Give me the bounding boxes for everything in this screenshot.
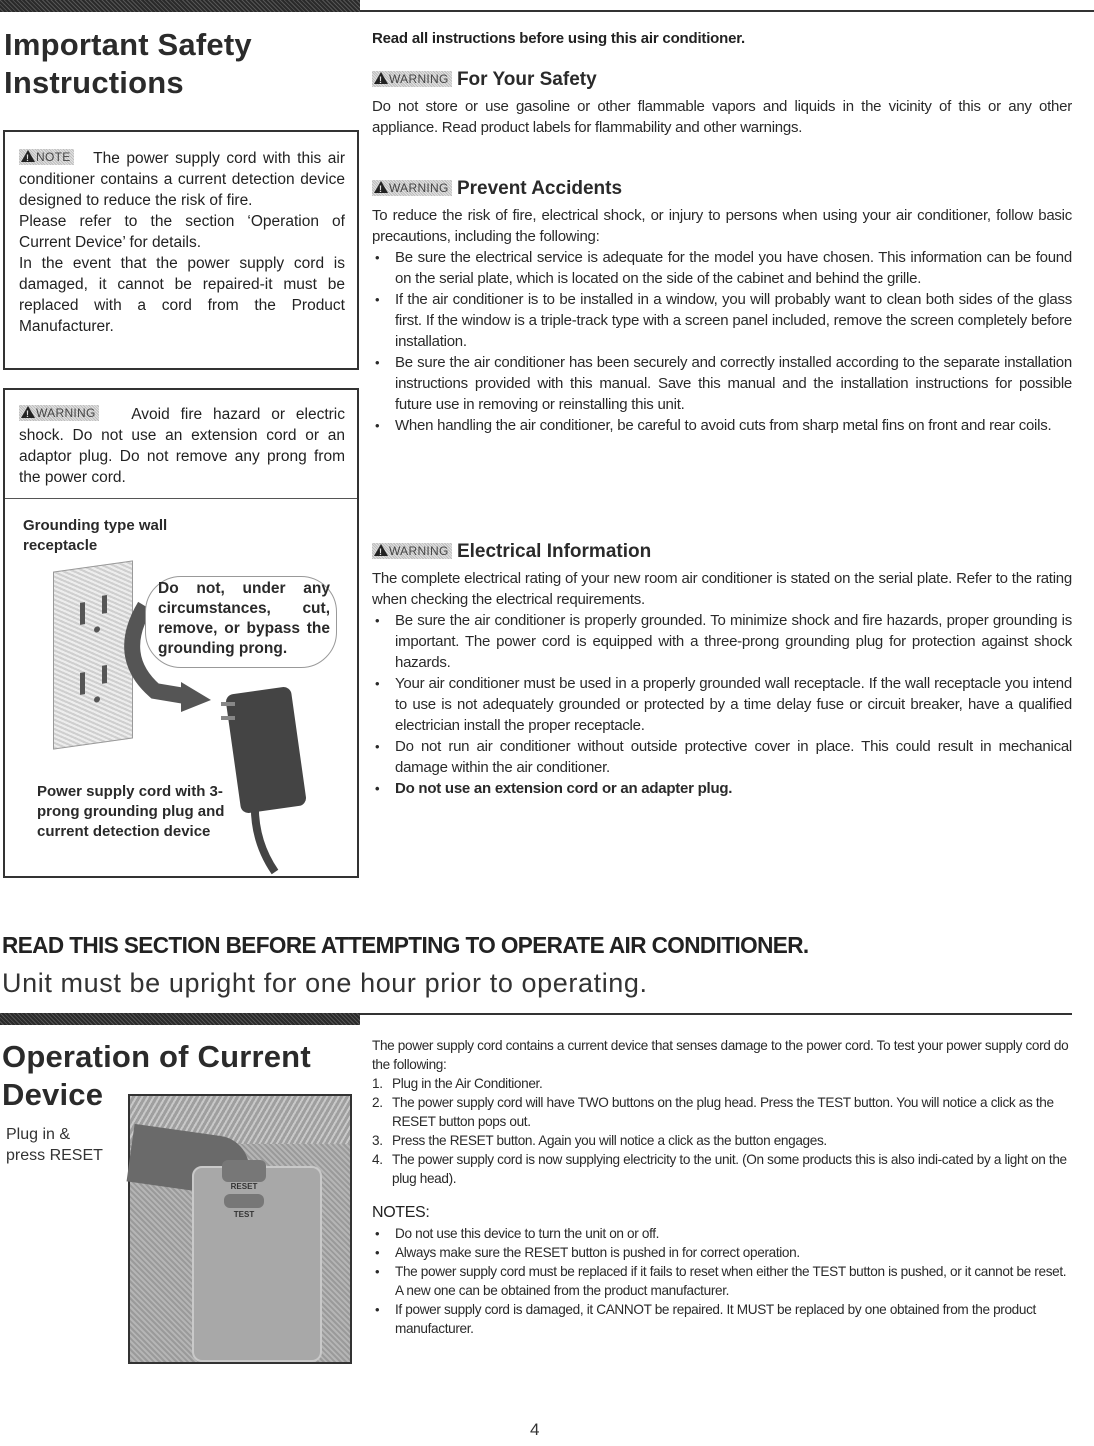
page-number: 4	[530, 1420, 540, 1439]
section-heading: !WARNING Electrical Information	[372, 540, 1072, 564]
warning-badge: !WARNING	[19, 405, 99, 421]
step-item: 1. Plug in the Air Conditioner.	[372, 1076, 543, 1091]
section-rule-thin	[360, 10, 1094, 12]
warning-box	[3, 388, 359, 878]
reset-button-illustration	[222, 1160, 266, 1182]
notes-heading: NOTES:	[372, 1204, 430, 1221]
banner-heading: READ THIS SECTION BEFORE ATTEMPTING TO OPERATE AIR CONDITIONER.	[2, 932, 809, 958]
section-intro: Do not store or use gasoline or other flammable vapors and liquids in the vicinity of this or any other appliance. Read product labels for flammability and other warnings.	[372, 98, 1072, 136]
note-item: • If power supply cord is damaged, it CANNOT be repaired. It MUST be replaced by one obtained from the product manufacturer.	[372, 1300, 1072, 1338]
note-intro: !NOTE The power supply cord with this air conditioner contains a current detection device designed to reduce the risk of fire.	[19, 148, 345, 211]
list-item: • Be sure the electrical service is adequate for the model you have chosen. This information can be found on the serial plate, which is located on the side of the cabinet and behind the grille.	[372, 247, 1072, 289]
callout-bubble	[145, 576, 337, 668]
warning-triangle-icon	[374, 72, 388, 84]
list-item: • If the air conditioner is to be installed in a window, you will probably want to clean both sides of the glass first. If the window is a triple-track type with a screen panel included, remove the screen completely before installation.	[372, 289, 1072, 352]
note-refer: Please refer to the section ‘Operation of Current Device’ for details.	[19, 213, 345, 251]
photo-caption-line1: Plug in &	[6, 1126, 71, 1143]
callout-text: Do not, under any circumstances, cut, remove, or bypass the grounding prong.	[158, 580, 330, 657]
plug-prong	[221, 716, 235, 720]
warning-badge: !WARNING	[372, 180, 452, 196]
step-item: 2. The power supply cord will have TWO buttons on the plug head. Press the TEST button. You will notice a click as the RESET button pops out.	[372, 1095, 1054, 1129]
note-item: • The power supply cord must be replaced if it fails to reset when either the TEST button is pushed, or it cannot be reset. A new one can be obtained from the product manufacturer.	[372, 1262, 1072, 1300]
test-label: TEST	[233, 1210, 255, 1219]
operation-intro: The power supply cord contains a current device that senses damage to the power cord. To test your power supply cord do the following:	[372, 1038, 1069, 1072]
note-item: • Always make sure the RESET button is pushed in for correct operation.	[372, 1243, 1072, 1262]
note-badge: !NOTE	[19, 149, 74, 165]
warning-badge: !WARNING	[372, 543, 452, 559]
note-event: In the event that the power supply cord is damaged, it cannot be repaired-it must be replaced with a cord from the Product Manufacturer.	[19, 255, 345, 335]
cord-illustration	[245, 800, 285, 880]
page-title	[4, 26, 252, 102]
photo-caption-line2: press RESET	[6, 1147, 103, 1164]
section-rule-thin	[360, 1013, 1072, 1015]
warning-box-text: !WARNING Avoid fire hazard or electric shock. Do not use an extension cord or an adaptor plug. Do not remove any prong from the power cord.	[19, 404, 345, 488]
note-item: • Do not use this device to turn the unit on or off.	[372, 1224, 1072, 1243]
section-heading: !WARNING Prevent Accidents	[372, 177, 1072, 201]
plug-reset-photo	[128, 1094, 352, 1364]
test-button-illustration	[224, 1194, 264, 1208]
section-rule-thick	[0, 1013, 360, 1025]
warning-triangle-icon	[21, 150, 35, 162]
section-heading: !WARNING For Your Safety	[372, 68, 1072, 92]
list-item: • Be sure the air conditioner has been securely and correctly installed according to the separate installation instructions provided with this manual. Save this manual and the installation instructions for possible future use in removing or reinstalling this unit.	[372, 352, 1072, 415]
warning-badge: !WARNING	[372, 71, 452, 87]
operation-title-line2: Device	[2, 1077, 104, 1112]
section-rule-thick	[0, 0, 360, 12]
warning-triangle-icon	[374, 544, 388, 556]
note-box	[3, 130, 359, 370]
list-item-bold: • Do not use an extension cord or an adapter plug.	[372, 778, 1072, 799]
step-item: 3. Press the RESET button. Again you will notice a click as the button engages.	[372, 1133, 827, 1148]
section-prevent-accidents	[372, 177, 1072, 436]
list-item: • Do not run air conditioner without outside protective cover in place. This could result in mechanical damage within the air conditioner.	[372, 736, 1072, 778]
page-title-line2: Instructions	[4, 65, 184, 100]
section-electrical-information	[372, 540, 1072, 799]
reset-label: RESET	[230, 1182, 258, 1191]
box-divider	[5, 498, 357, 499]
warning-triangle-icon	[21, 406, 35, 418]
section-intro: The complete electrical rating of your new room air conditioner is stated on the serial plate. Refer to the rating when checking the electrical requirements.	[372, 570, 1072, 608]
banner-subheading: Unit must be upright for one hour prior to operating.	[2, 968, 648, 998]
section-intro: To reduce the risk of fire, electrical shock, or injury to persons when using your air conditioner, follow basic precautions, including the following:	[372, 207, 1072, 245]
page-title-line1: Important Safety	[4, 27, 252, 62]
photo-caption	[6, 1124, 103, 1166]
plug-prong	[221, 702, 235, 706]
warning-triangle-icon	[374, 181, 388, 193]
operation-title-line1: Operation of Current	[2, 1039, 311, 1074]
operation-body	[372, 1036, 1072, 1338]
list-item: • When handling the air conditioner, be careful to avoid cuts from sharp metal fins on front and rear coils.	[372, 415, 1072, 436]
lead-instruction: Read all instructions before using this air conditioner.	[372, 30, 746, 47]
receptacle-label: Grounding type wall receptacle	[23, 517, 168, 554]
list-item: • Your air conditioner must be used in a properly grounded wall receptacle. If the wall receptacle you intend to use is not adequately grounded or protected by a time delay fuse or circuit breaker, have a qualified electrician install the proper receptacle.	[372, 673, 1072, 736]
step-item: 4. The power supply cord is now supplying electricity to the unit. (On some products this is also indi-cated by a light on the plug head).	[372, 1152, 1067, 1186]
cord-label: Power supply cord with 3-prong grounding plug and current detection device	[37, 783, 225, 840]
list-item: • Be sure the air conditioner is properly grounded. To minimize shock and fire hazards, proper grounding is important. The power cord is equipped with a three-prong grounding plug for protection against shock hazards.	[372, 610, 1072, 673]
section-for-your-safety	[372, 68, 1072, 138]
